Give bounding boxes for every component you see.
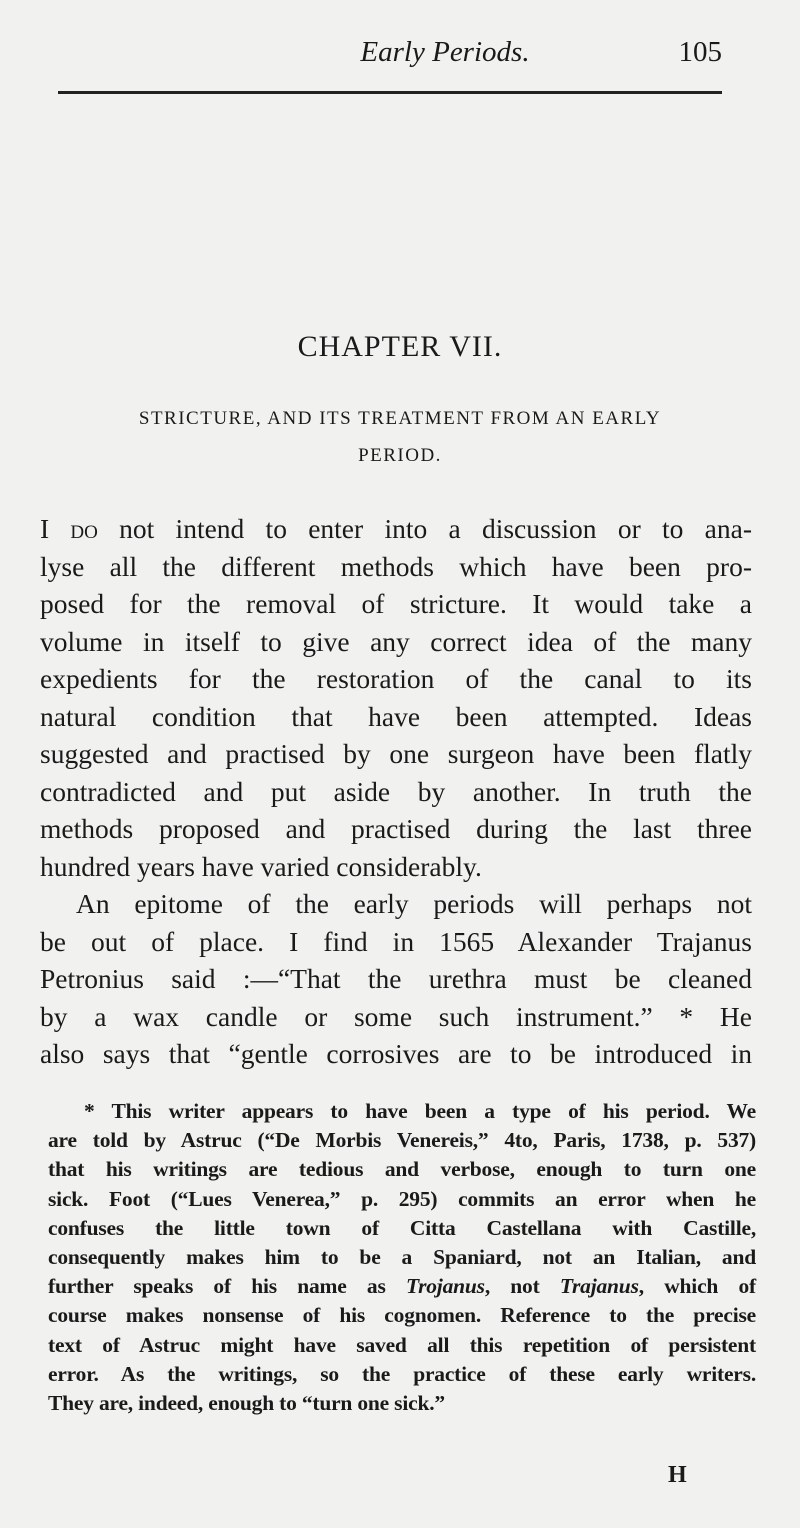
- body-line: hundred years have varied considerably.: [40, 850, 482, 882]
- footnote-line: course makes nonsense of his cognomen. Reference to the precise: [48, 1303, 756, 1328]
- chapter-subtitle: [60, 400, 740, 474]
- chapter-subtitle-line: STRICTURE, AND ITS TREATMENT FROM AN EARLY: [138, 408, 662, 429]
- body-line: lyse all the different methods which have been pro-: [40, 550, 752, 582]
- body-line: by a wax candle or some such instrument.” * He: [40, 1000, 752, 1032]
- chapter-title: CHAPTER VII.: [297, 330, 503, 363]
- body-text: [40, 510, 752, 1073]
- footnote-text: , not: [484, 1274, 560, 1299]
- footnote-line: are told by Astruc (“De Morbis Venereis,” 4to, Paris, 1738, p. 537): [48, 1128, 756, 1153]
- footnote: [48, 1097, 756, 1418]
- body-line: natural condition that have been attempted. Ideas: [40, 700, 752, 732]
- body-line: posed for the removal of stricture. It would take a: [40, 588, 752, 619]
- body-line: An epitome of the early periods will perhaps not: [76, 888, 752, 919]
- footnote-line: * This writer appears to have been a type of his period. We: [84, 1099, 756, 1123]
- running-head: [58, 32, 722, 72]
- footnote-line: text of Astruc might have saved all this repetition of persistent: [48, 1332, 756, 1357]
- body-line: also says that “gentle corrosives are to be introduced in: [40, 1038, 752, 1069]
- body-line: methods proposed and practised during the last three: [40, 813, 752, 844]
- drop-word: I do: [40, 513, 98, 544]
- body-line: volume in itself to give any correct idea of the many: [40, 625, 752, 657]
- footnote-line: confuses the little town of Citta Castellana with Castille,: [48, 1215, 756, 1240]
- footnote-italic-name: Trojanus: [405, 1274, 485, 1299]
- body-line: [40, 510, 752, 548]
- body-line-text: not intend to enter into a discussion or to ana-: [97, 513, 752, 544]
- footnote-italic-name: Trajanus: [559, 1274, 639, 1299]
- page-number: 105: [678, 36, 722, 68]
- footnote-line: sick. Foot (“Lues Venerea,” p. 295) commits an error when he: [48, 1186, 756, 1211]
- footnote-line: error. As the writings, so the practice of these early writers.: [48, 1361, 756, 1386]
- running-title: Early Periods.: [360, 36, 530, 68]
- footnote-line: [48, 1272, 756, 1301]
- signature-mark: H: [668, 1462, 687, 1488]
- footnote-line: consequently makes him to be a Spaniard, not an Italian, and: [48, 1245, 756, 1270]
- footnote-line: that his writings are tedious and verbose, enough to turn one: [48, 1157, 756, 1182]
- footnote-text: further speaks of his name as: [48, 1274, 406, 1299]
- body-line: be out of place. I find in 1565 Alexander Trajanus: [40, 925, 752, 957]
- body-line: suggested and practised by one surgeon have been flatly: [40, 738, 752, 769]
- header-rule: [58, 91, 722, 94]
- body-line: contradicted and put aside by another. In truth the: [40, 775, 752, 807]
- footnote-line: They are, indeed, enough to “turn one sick.”: [48, 1391, 445, 1416]
- body-line: expedients for the restoration of the canal to its: [40, 663, 752, 694]
- body-line: Petronius said :—“That the urethra must be cleaned: [40, 963, 752, 994]
- chapter-subtitle-line: PERIOD.: [358, 445, 442, 466]
- footnote-text: , which of: [638, 1274, 756, 1299]
